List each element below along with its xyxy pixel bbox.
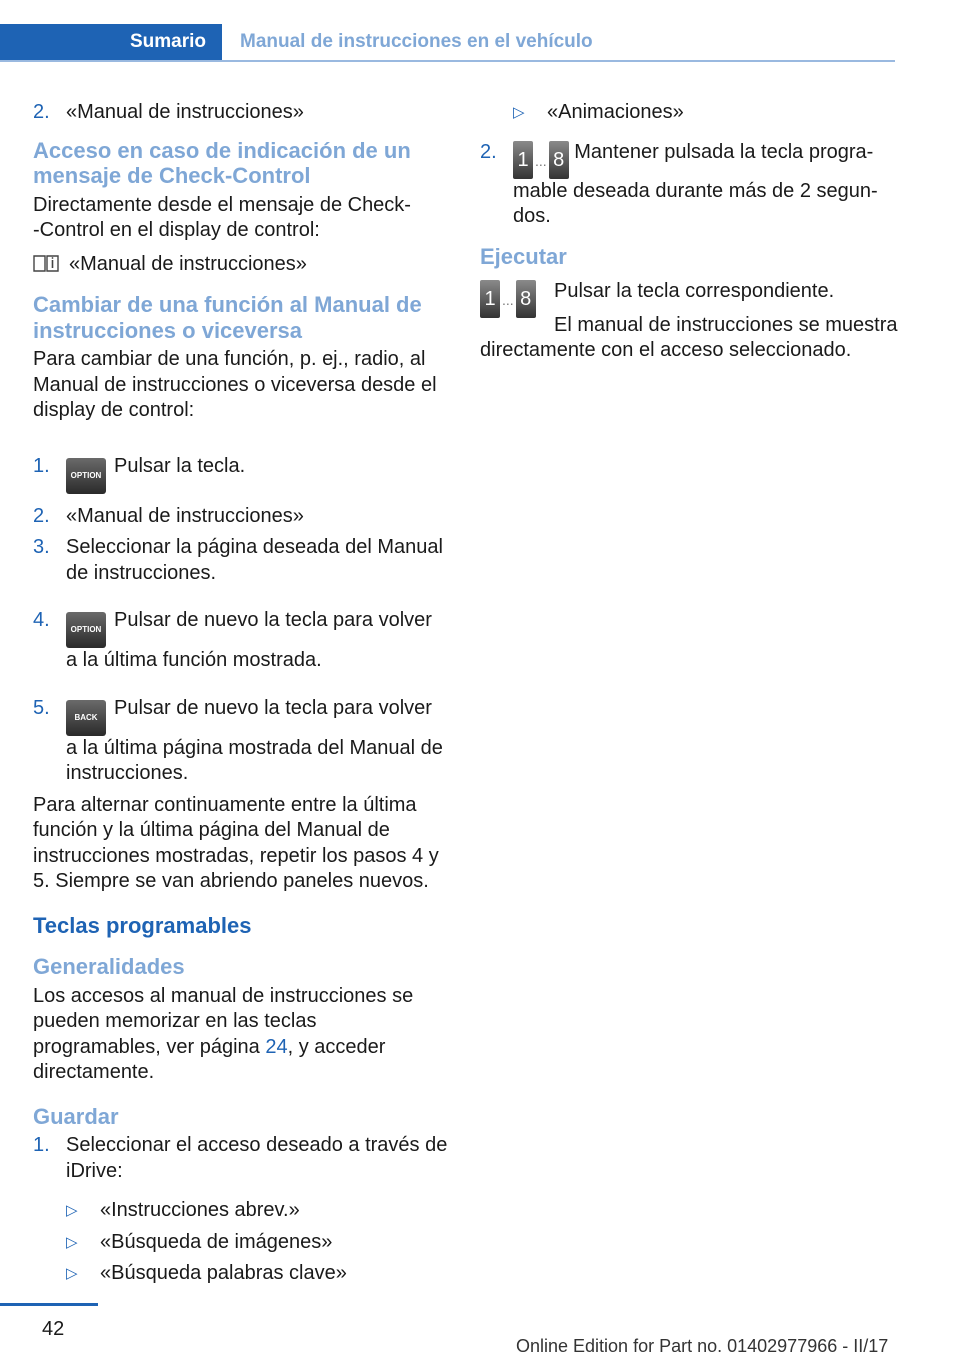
item-text: Pulsar de nuevo la tecla para volver a la última página mostrada del Manual de instrucciones.	[66, 696, 443, 784]
item-number: 2.	[33, 504, 50, 527]
triangle-bullet-icon: ▷	[66, 1202, 78, 1219]
bullet-item	[66, 1198, 448, 1224]
chapter-title[interactable]: Manual de instrucciones en el vehículo	[240, 31, 593, 52]
list-item	[33, 696, 448, 787]
item-text: Seleccionar la página deseada del Manual de instrucciones.	[66, 536, 443, 584]
paragraph-generalidades	[33, 984, 448, 1086]
heading-teclas: Teclas programables	[33, 912, 252, 938]
bullet-item	[513, 100, 900, 126]
edition-note: Online Edition for Part no. 01402977966 - II/17	[516, 1336, 889, 1356]
key-range-graphic	[480, 279, 536, 318]
ejecutar-block	[480, 279, 900, 310]
programmable-key-1-icon: 1	[480, 280, 500, 318]
paragraph-directamente: Directamente desde el mensaje de Check-‑Control en el display de control:	[33, 193, 411, 241]
item-number: 2.	[33, 101, 50, 123]
bullet-text: «Búsqueda de imágenes»	[100, 1230, 333, 1253]
tab-sumario[interactable]: Sumario	[0, 24, 222, 60]
left-column	[33, 100, 448, 1293]
programmable-key-8-icon: 8	[549, 141, 569, 179]
programmable-key-1-icon: 1	[513, 141, 533, 179]
list-item	[33, 454, 448, 494]
bullet-text: «Búsqueda palabras clave»	[100, 1262, 347, 1284]
option-key-icon: OPTION	[66, 458, 106, 494]
back-key-icon: BACK	[66, 700, 106, 736]
item-number: 4.	[33, 609, 50, 631]
list-item	[33, 535, 448, 586]
gen-text-b: , y acceder directamente.	[33, 1035, 386, 1083]
gen-text-a: Los accesos al manual de instrucciones se pueden memorizar en las teclas programables, ver página	[33, 984, 414, 1058]
bullet-item	[66, 1230, 448, 1256]
header-divider	[0, 60, 895, 62]
key-range-dots: ...	[535, 152, 547, 169]
page-link[interactable]: 24	[265, 1035, 288, 1058]
list-item	[33, 608, 448, 674]
list-item	[33, 504, 448, 530]
heading-ejecutar: Ejecutar	[480, 243, 567, 269]
bullet-item	[66, 1261, 448, 1287]
heading-acceso: Acceso en caso de indicación de un mensaje de Check-Control	[33, 137, 411, 188]
book-icon	[33, 253, 59, 281]
key-range-dots: ...	[502, 292, 514, 308]
item-text: «Manual de instrucciones»	[66, 101, 304, 123]
heading-cambiar: Cambiar de una función al Manual de instrucciones o viceversa	[33, 292, 422, 343]
item-number: 3.	[33, 536, 50, 558]
footer-divider	[0, 1303, 98, 1306]
ejecutar-step-2: El manual de instrucciones se muestra directamente con el acceso seleccionado.	[480, 313, 898, 361]
bullet-text: «Animaciones»	[547, 101, 684, 123]
manual-line-text: «Manual de instrucciones»	[69, 252, 307, 275]
option-key-icon: OPTION	[66, 612, 106, 648]
programmable-key-8-icon: 8	[516, 280, 536, 318]
triangle-bullet-icon: ▷	[66, 1233, 78, 1251]
item-number: 1.	[33, 454, 50, 477]
page-number: 42	[42, 1318, 65, 1340]
ejecutar-step-1: Pulsar la tecla correspondiente.	[554, 280, 835, 302]
list-item	[33, 100, 448, 126]
paragraph-alternar: Para alternar continuamente entre la última función y la última página del Manual de instrucciones mostradas, repetir los pasos 4 y 5. Siempre se van abriendo paneles nuevos.	[33, 793, 439, 892]
page-header	[0, 24, 895, 62]
manual-line	[33, 252, 448, 281]
item-number: 1.	[33, 1134, 50, 1156]
right-column	[480, 100, 900, 372]
item-text: Seleccionar el acceso deseado a través de iDrive:	[66, 1134, 448, 1182]
heading-guardar: Guardar	[33, 1103, 119, 1129]
paragraph-cambiar: Para cambiar de una función, p. ej., radio, al Manual de instrucciones o viceversa desde el display de control:	[33, 348, 437, 421]
item-text: Pulsar de nuevo la tecla para volver a la última función mostrada.	[66, 609, 432, 671]
triangle-bullet-icon: ▷	[66, 1265, 78, 1282]
bullet-text: «Instrucciones abrev.»	[100, 1199, 300, 1221]
item-number: 2.	[480, 140, 497, 163]
item-text: Pulsar la tecla.	[114, 454, 246, 477]
item-number: 5.	[33, 696, 50, 719]
list-item	[480, 140, 900, 230]
item-text: Mantener pulsada la tecla programable deseada durante más de 2 segundos.	[513, 140, 878, 227]
heading-generalidades: Generalidades	[33, 954, 185, 979]
triangle-bullet-icon: ▷	[513, 104, 525, 121]
item-text: «Manual de instrucciones»	[66, 504, 304, 527]
list-item	[33, 1133, 448, 1184]
